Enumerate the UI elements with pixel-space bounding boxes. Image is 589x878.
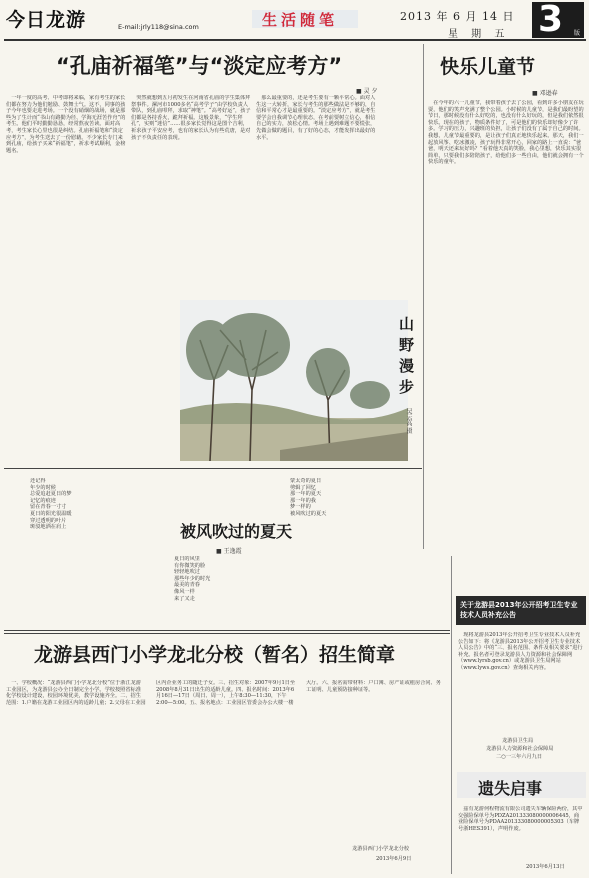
article2-title: 快乐儿童节: [440, 56, 536, 78]
article3-date: 2013年6月9日: [376, 856, 412, 862]
notice-org2: 龙游县人力资源和社会保障局: [486, 746, 554, 752]
photo-title: 山野漫步: [397, 316, 415, 400]
poem-col1: 还记得 年少的时候 总爱追赶夏日的梦 记忆的痕迹 留在青春一寸寸 夏日的阳光很温暖 穿过透明的叶片 斑驳地洒在肩上: [30, 478, 72, 531]
notice-date: 二○一三年六月九日: [496, 754, 543, 760]
notice-org1: 龙游县卫生局: [502, 738, 534, 744]
landscape-photo: [180, 300, 408, 461]
section-title: 生活随笔: [262, 11, 339, 29]
editor-email: E-mail:jrly118@sina.com: [118, 23, 199, 31]
article1-col2: 突然就想到五月初发生在河南省孔庙的学生集体拜祭事件。漯河市1000多名“高考学子”由学校负责人带队，到孔庙叩拜，求取“神笔”。“高考好运”，孩子们都是各持香火，跪拜祈福。这般景象，“学生拜孔”，实则“迷信”……很多家长觉得这是图个吉利，祈求孩子平安应考，也有的家长认为有些荒唐，是对孩子不负责任的表现。: [131, 95, 251, 141]
page-number: 3: [532, 2, 584, 38]
issue-date: 2013 年 6 月 14 日: [400, 10, 515, 23]
article3-title: 龙游县西门小学龙北分校（暂名）招生简章: [34, 644, 396, 666]
photo-image: [180, 300, 408, 461]
issue-weekday: 星 期 五: [448, 29, 510, 40]
poem-byline: ■ 王逸霞: [216, 548, 242, 555]
article3-signature: 龙游县西门小学龙北分校: [352, 846, 410, 852]
article2-body: 在今年的六一儿童节，我带着孩子去了公园，看到许多小朋友在玩耍，他们的笑声充满了整个公园。小时候的儿童节，是我们最盼望的节日，那时候没有什么好吃的，也没有什么好玩的，但是我们依然很快乐。现在的孩子，物质条件好了，可是他们的快乐却好像少了许多。学习的压力，兴趣班的负担，让孩子们没有了属于自己的时间。我想，儿童节最重要的，是让孩子们真正地快乐起来。那天，我们一起放风筝、吃冰激凌，孩子玩得非常开心，回家的路上一直说：“爸爸，明天还来玩好吗？”看着他天真的笑脸，我心里想，快乐其实很简单，只要我们多陪陪孩子，给他们多一些自由，他们就会拥有一个快乐的童年。: [428, 100, 584, 166]
column-divider: [423, 44, 424, 549]
photo-credit: 吴云高 摄: [405, 408, 412, 434]
notice-body: 现将龙游县2013年公开招考卫生专业技术人员补充公告如下：将《龙游县2013年公开招考卫生专业技术人员公告》中的“三、报名范围、条件及相关要求”进行补充。报名者可登录龙游县人力资源和社会保障网（www.lyrsb.gov.cn）或龙游县卫生局网站（www.lyws.gov.cn）查询相关内容。: [458, 632, 583, 671]
lost-date: 2013年6月13日: [526, 864, 565, 870]
column-divider-2: [451, 556, 452, 874]
article1-title: “孔庙祈福笔”与“淡定应考方”: [56, 54, 343, 78]
section-rule-2: [4, 630, 450, 631]
poem-col2: 夏日的风里 有你微笑的脸 轻轻地吹过 那些年少的时光 最美的青春 像风一样 来了又走: [174, 556, 211, 602]
article3-body: 一、学校概况：“龙游县西门小学龙北分校”位于浙江龙游工业园区，为龙游县公办全日制完全小学。学校按照省标准化学校设计建设，校园环境优美，教学设施齐全。二、招生范围：1.户籍在龙游工业园区内的适龄儿童；2.父母在工业园区内企业务工的随迁子女。三、招生对象：2007年9月1日至2008年8月31日出生的适龄儿童。四、报名时间：2013年6月16日—17日（周日、周一），上午8:30—11:30，下午2:00—5:00。五、报名地点：工业园区管委会办公大楼一楼大厅。六、报名需带材料：户口簿、房产证或租房合同、务工证明、儿童预防接种证等。: [6, 680, 441, 706]
poem-title: 被风吹过的夏天: [180, 522, 293, 541]
header-rule: [4, 39, 586, 41]
section-rule: [4, 468, 422, 469]
poem-col3: 蒙太奇的夏日 剪辑了回忆 那一年的夏天 那一年的我 梦一样的 被风吹过的夏天: [290, 478, 327, 517]
article1-col3: 那么最重要的，还是考生要有一颗平常心。面对人生这一大转折，家长与考生的那些做法是不够的，自信和平常心才是最重要的。“淡定应考方”，就是考生要学会自我调节心理状态，在考前要树立信心，相信自己的实力，放松心情。考场上遇到难题不要慌张，先做会做的题目，有了好的心态，才能发挥出最好的水平。: [256, 95, 376, 141]
notice-title: 关于龙游县2013年公开招考卫生专业技术人员补充公告: [460, 601, 578, 619]
page-suffix: 版: [574, 30, 581, 37]
section-rule-3: [4, 633, 450, 634]
lost-body: 兹有龙游何程物流有限公司遗失车辆保险两份，其中交强险保单号为PDZA201333080000006445，商业险保单号为PDAA201333080000005303（车牌号浙HES391），声明作废。: [458, 806, 583, 832]
article2-byline: ■ 邓逊春: [532, 90, 558, 97]
article1-col1: 一年一度的高考、中考即将来临，家有考生的家长们都在努力为他们勉励、鼓舞士气。这不，同事的孩子今年也要走进考场。一个没有硝烟的战场，就是那些为了生计而“书山有路勤为径、学海无涯苦作舟”的考生。他们平时勤勤恳恳，经常熬夜苦读。面对高考，考生家长心里也很是纠结。孔庙祈福笔和“淡定应考方”，为考生送去了一份慰藉。不少家长专门来到孔庙，给孩子买来“祈福笔”，祈求考试顺利，金榜题名。: [6, 95, 126, 154]
article1-byline: ■ 灵 夕: [356, 88, 378, 95]
lost-title: 遗失启事: [478, 779, 543, 798]
newspaper-name: 今日龙游: [6, 9, 87, 31]
